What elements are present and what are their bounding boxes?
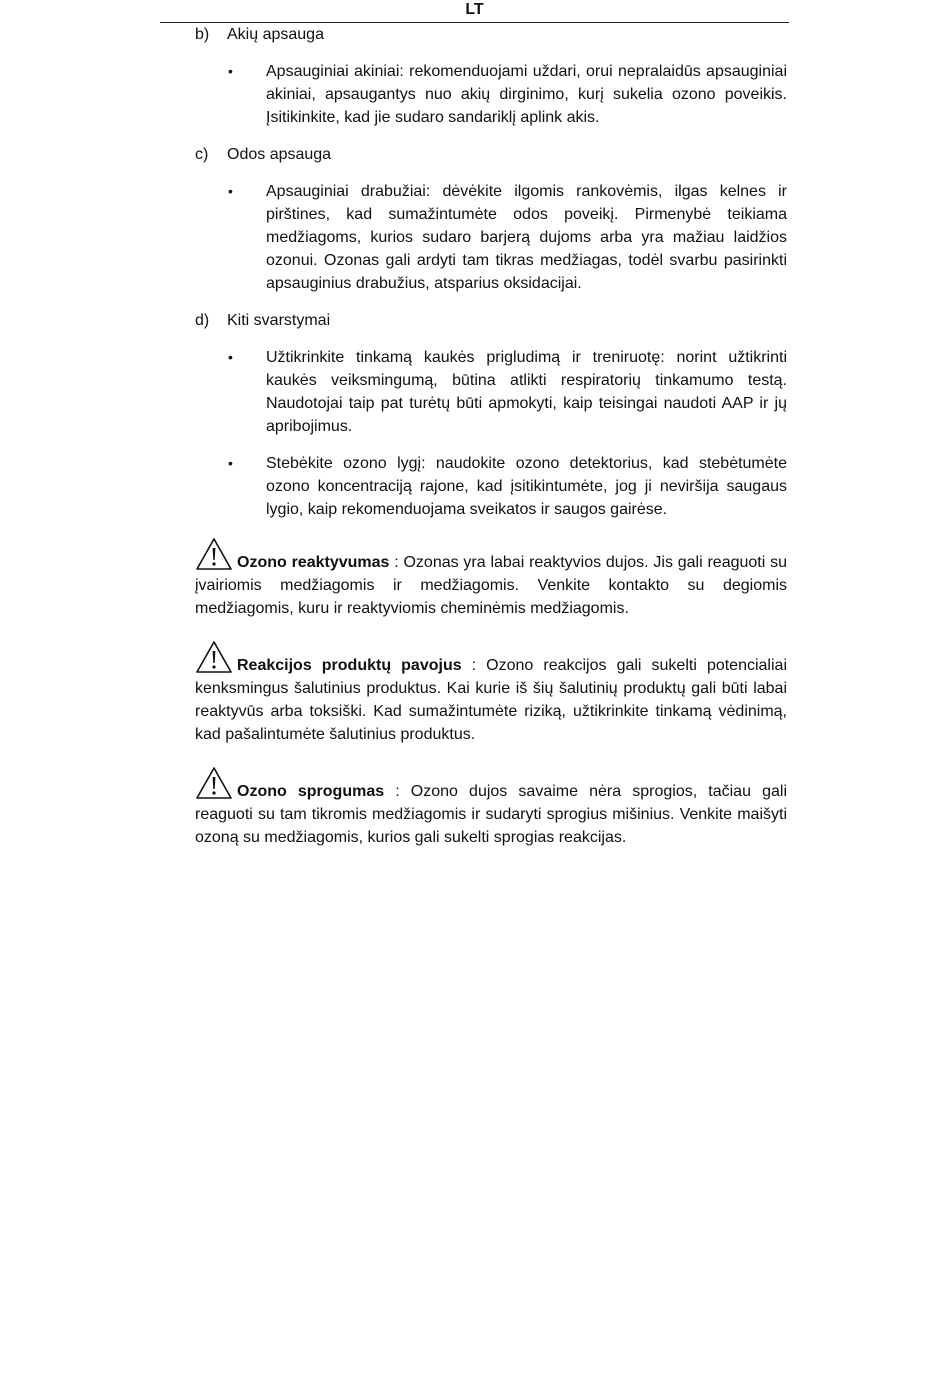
document-body xyxy=(195,23,787,849)
section-heading xyxy=(195,23,787,46)
warning-text: : Ozono dujos savaime nėra sprogios, tačiau gali reaguoti su tam tikromis medžiagomis ir sudaryti sprogius mišinius. Venkite maišyti ozoną su medžiagomis, kurios gali sukelti sprogias reakcijas. xyxy=(195,783,787,846)
bullet: • xyxy=(228,63,233,79)
warning-title: Ozono sprogumas xyxy=(237,783,385,800)
bullet: • xyxy=(228,183,233,199)
warning-triangle-icon xyxy=(195,766,233,800)
section-title: Akių apsauga xyxy=(227,26,324,43)
page-header xyxy=(160,0,789,23)
section-letter: c) xyxy=(195,146,209,163)
warning-title: Reakcijos produktų pavojus xyxy=(237,657,462,674)
list-item-text: Apsauginiai akiniai: rekomenduojami uždari, orui nepralaidūs apsauginiai akiniai, apsaugantys nuo akių dirginimo, kurį sukelia ozono poveikis. Įsitikinkite, kad jie sudaro sandariklį aplink akis. xyxy=(266,63,787,126)
section-letter: d) xyxy=(195,312,210,329)
warning-text: : Ozonas yra labai reaktyvios dujos. Jis gali reaguoti su įvairiomis medžiagomis ir medžiagomis. Venkite kontakto su degiomis medžiagomis, kuru ir reaktyviomis cheminėmis medžiagomis. xyxy=(195,554,787,617)
language-code: LT xyxy=(465,1,484,18)
list-item-text: Apsauginiai drabužiai: dėvėkite ilgomis rankovėmis, ilgas kelnes ir pirštines, kad sumažintumėte odos poveikį. Pirmenybė teikiama medžiagoms, kurios sudaro barjerą dujoms arba yra mažiau laidžios ozonui. Ozonas gali ardyti tam tikras medžiagas, todėl svarbu pasirinkti apsauginius drabužius, atsparius oksidacijai. xyxy=(266,183,787,292)
warning-triangle-icon xyxy=(195,640,233,674)
list-item xyxy=(195,180,787,295)
section-title: Odos apsauga xyxy=(227,146,332,163)
section-other-considerations xyxy=(195,309,787,521)
list-item-text: Stebėkite ozono lygį: naudokite ozono detektorius, kad stebėtumėte ozono koncentraciją rajone, kad įsitikintumėte, jog ji neviršija saugaus lygio, kaip rekomenduojama sveikatos ir saugos gairėse. xyxy=(266,455,787,518)
warning-reaction-products xyxy=(195,640,787,746)
section-heading xyxy=(195,309,787,332)
bullet: • xyxy=(228,455,233,471)
list-item xyxy=(195,452,787,521)
section-heading xyxy=(195,143,787,166)
warning-text: : Ozono reakcijos gali sukelti potencialiai kenksmingus šalutinius produktus. Kai kurie iš šių šalutinių produktų gali būti labai reaktyvūs arba toksiški. Kad sumažintumėte riziką, užtikrinkite tinkamą vėdinimą, kad pašalintumėte šalutinius produktus. xyxy=(195,657,787,743)
section-skin-protection xyxy=(195,143,787,295)
section-letter: b) xyxy=(195,26,210,43)
warning-title: Ozono reaktyvumas xyxy=(237,554,390,571)
list-item-text: Užtikrinkite tinkamą kaukės prigludimą ir treniruotę: norint užtikrinti kaukės veiksmingumą, būtina atlikti respiratorių tinkamumo testą. Naudotojai taip pat turėtų būti apmokyti, kaip teisingai naudoti AAP ir jų apribojimus. xyxy=(266,349,787,435)
section-eye-protection xyxy=(195,23,787,129)
warning-ozone-reactivity xyxy=(195,537,787,620)
list-item xyxy=(195,60,787,129)
list-item xyxy=(195,346,787,438)
bullet: • xyxy=(228,349,233,365)
section-title: Kiti svarstymai xyxy=(227,312,331,329)
warning-triangle-icon xyxy=(195,537,233,571)
warning-ozone-explosiveness xyxy=(195,766,787,849)
